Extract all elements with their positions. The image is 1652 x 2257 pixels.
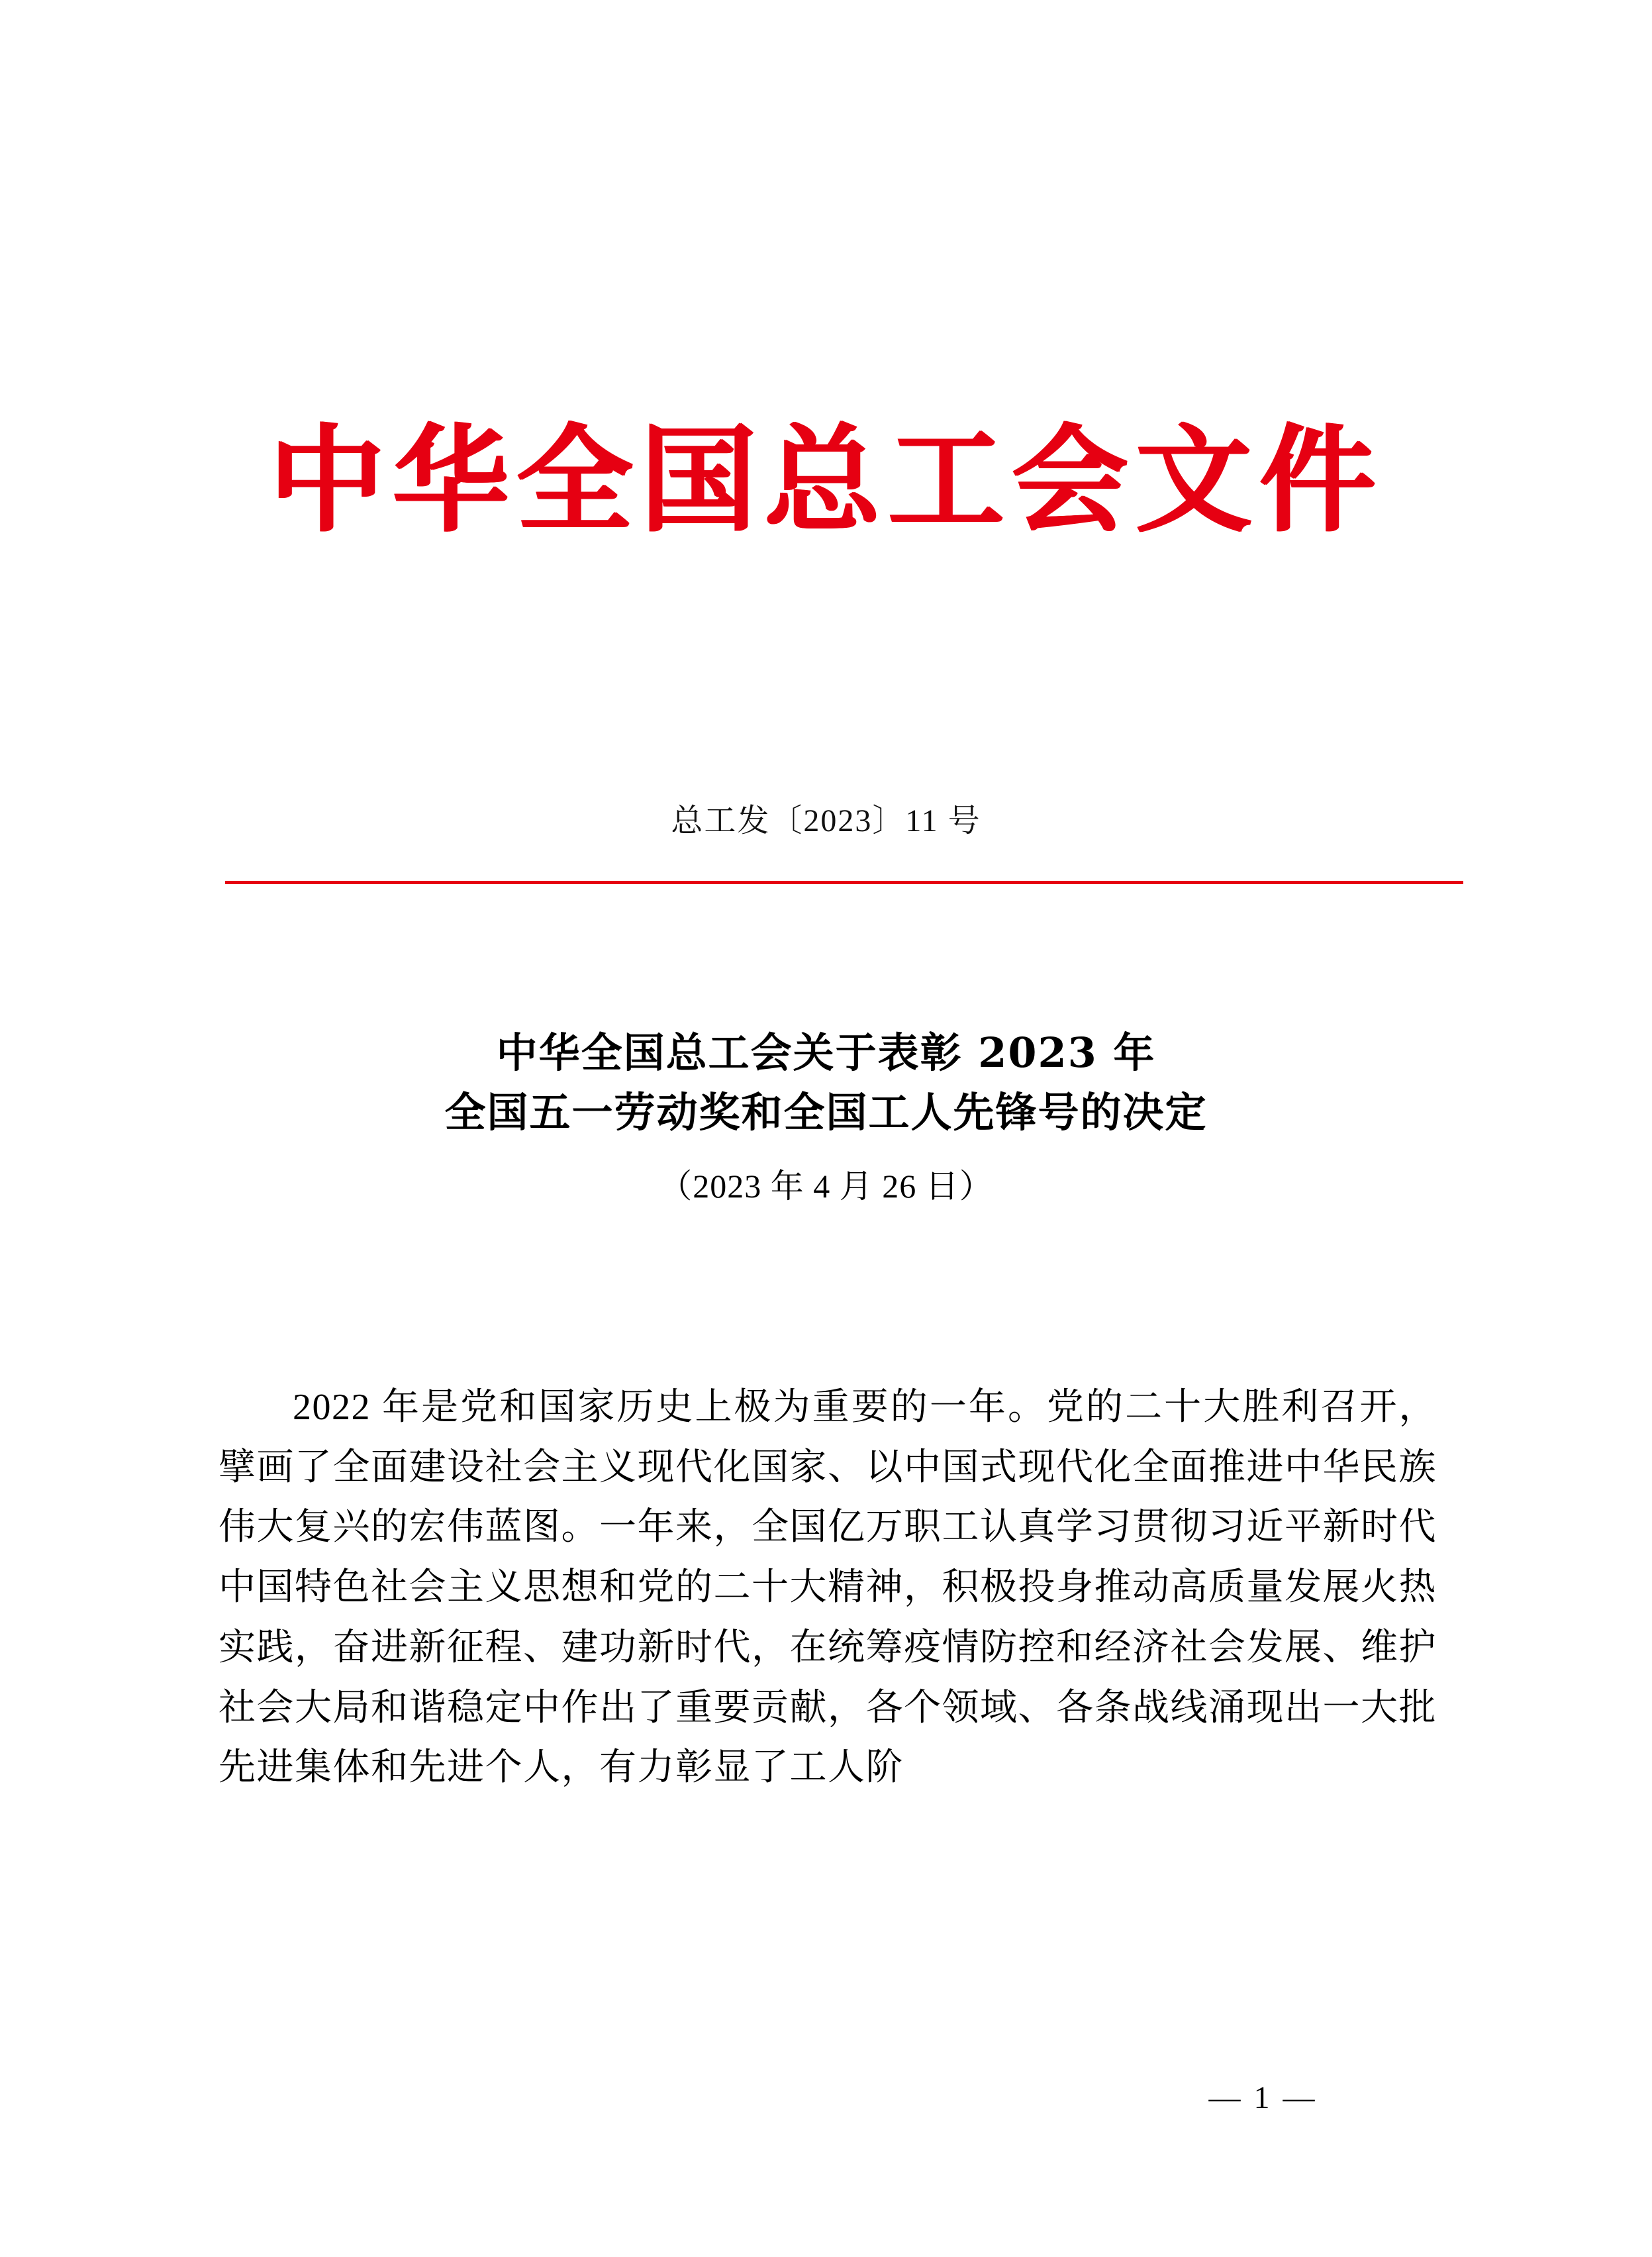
red-divider-rule	[225, 881, 1463, 884]
document-date: （2023 年 4 月 26 日）	[659, 1167, 993, 1205]
masthead	[0, 413, 1652, 548]
document-body	[219, 1378, 1437, 1798]
body-paragraph-1: 2022 年是党和国家历史上极为重要的一年。党的二十大胜利召开，擘画了全面建设社会主义现代化国家、以中国式现代化全面推进中华民族伟大复兴的宏伟蓝图。一年来，全国亿万职工认真学习贯彻习近平新时代中国特色社会主义思想和党的二十大精神，积极投身推动高质量发展火热实践，奋进新征程、建功新时代，在统筹疫情防控和经济社会发展、维护社会大局和谐稳定中作出了重要贡献，各个领域、各条战线涌现出一大批先进集体和先进个人，有力彰显了工人阶	[219, 1387, 1437, 1789]
masthead-title: 中华全国总工会文件	[269, 413, 1383, 548]
document-title-line-2: 全国五一劳动奖和全国工人先锋号的决定	[444, 1087, 1208, 1136]
document-number: 总工发〔2023〕11 号	[671, 803, 981, 838]
document-title-line-1: 中华全国总工会关于表彰 2023 年	[496, 1028, 1156, 1077]
page-number: — 1 —	[1208, 2080, 1318, 2115]
document-title-block	[0, 1023, 1652, 1207]
